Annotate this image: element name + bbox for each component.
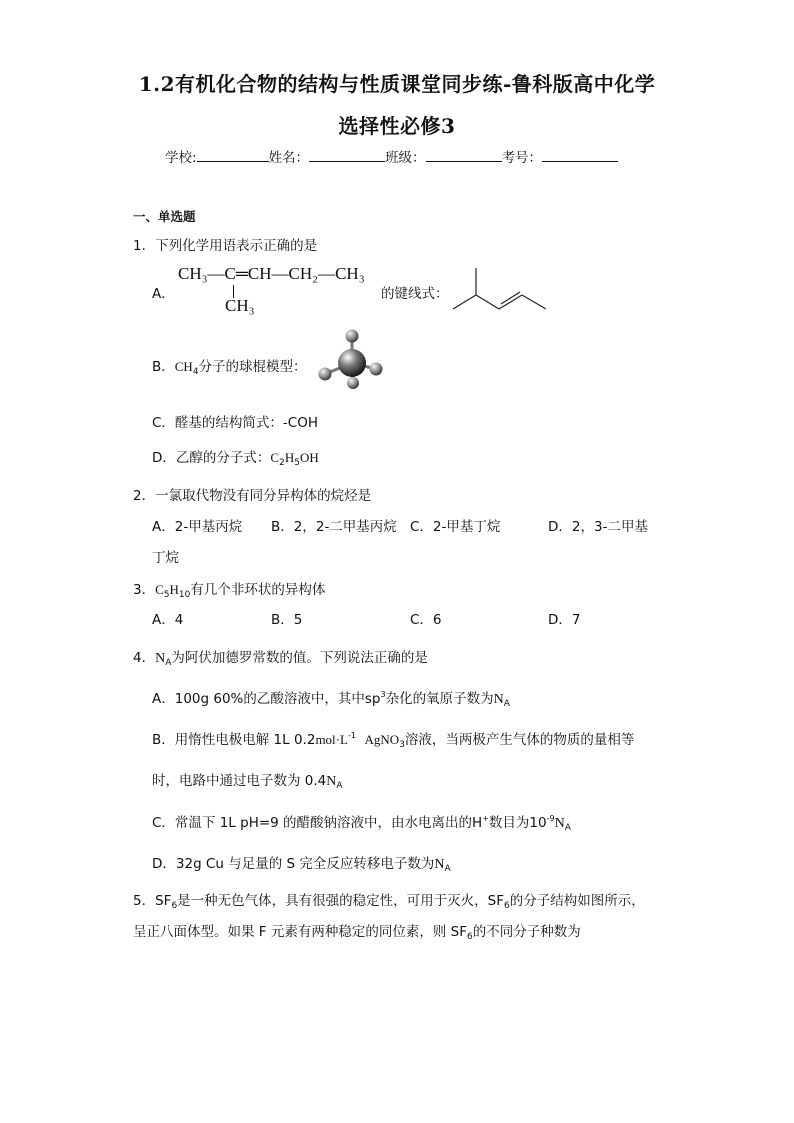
- q2-option-d-continued: 丁烷: [152, 550, 179, 566]
- class-label: 班级：: [385, 150, 426, 166]
- q4-c-sup2: -9: [546, 814, 555, 823]
- q3-option-d: D．7: [548, 612, 581, 628]
- q3-stem: [133, 578, 325, 600]
- q4-option-b-line2: [152, 769, 343, 791]
- q4-b-line2-text: 时，电路中通过电子数为 0.4: [152, 773, 327, 789]
- q1-d-5: 5: [294, 458, 300, 468]
- q4-b-n-sub: A: [336, 781, 343, 791]
- page-title-line1: 1.2有机化合物的结构与性质课堂同步练-鲁科版高中化学: [138, 72, 656, 96]
- q5-line1-text: 是一种无色气体，具有很强的稳定性，可用于灭火，SF: [177, 893, 505, 909]
- q1-option-b: [152, 355, 307, 377]
- q1-d-h: H: [284, 450, 295, 465]
- class-blank[interactable]: [426, 149, 502, 162]
- q4-c-mid: 数目为10: [488, 815, 547, 831]
- q5-sub-6b: 6: [504, 901, 510, 911]
- q5-number-sf: 5．SF: [133, 893, 172, 909]
- q3-stem-text: 有几个非环状的异构体: [190, 582, 326, 598]
- q4-b-unit: mol·L: [315, 732, 348, 747]
- name-label: 姓名：: [268, 150, 310, 166]
- q5-line2: [133, 920, 581, 942]
- q5-line2-text: 呈正八面体型。如果 F 元素有两种稳定的同位素，则 SF: [133, 924, 467, 940]
- q2-option-d: D．2，3-二甲基: [548, 519, 648, 535]
- q4-option-a: [152, 687, 510, 709]
- q4-option-d: [152, 852, 451, 874]
- q4-b-agno: AgNO: [364, 732, 400, 747]
- q1-d-oh: OH: [299, 450, 319, 465]
- q1-option-d: [152, 446, 319, 468]
- q3-c: C: [155, 582, 164, 597]
- q3-h-sub: 10: [178, 590, 191, 600]
- q4-a-n: N: [493, 692, 504, 707]
- q4-c-text: C．常温下 1L pH=9 的醋酸钠溶液中，由水电离出的H: [152, 815, 483, 831]
- q5-sub-6c: 6: [466, 932, 473, 942]
- section-heading: 一、单选题: [133, 209, 196, 224]
- q4-option-c: [152, 811, 571, 833]
- q4-c-sup1: +: [482, 814, 489, 823]
- page-title-line2: 选择性必修3: [338, 114, 456, 138]
- q4-b-agno-sub: 3: [399, 740, 405, 750]
- q4-a-text: A．100g 60%的乙酸溶液中，其中sp: [152, 691, 381, 707]
- q1-b-4: 4: [192, 367, 199, 377]
- q4-a-n-sub: A: [503, 699, 510, 709]
- q1-option-a-label: A．: [152, 286, 175, 302]
- q4-n-sub: A: [165, 658, 172, 668]
- q2-stem: 2．一氯取代物没有同分异构体的烷烃是: [133, 488, 372, 504]
- q4-a-sup: 3: [380, 690, 386, 699]
- school-label: 学校:: [165, 150, 197, 166]
- q4-n: N: [155, 651, 166, 666]
- q3-option-b: B．5: [271, 612, 303, 628]
- q4-d-n-sub: A: [444, 864, 451, 874]
- q4-b-n: N: [326, 774, 337, 789]
- q4-b-unit-sup: -1: [347, 731, 356, 740]
- q4-stem: [133, 646, 428, 668]
- q4-b-text: B．用惰性电极电解 1L 0.2: [152, 732, 316, 748]
- q3-c-sub: 5: [163, 590, 170, 600]
- q3-h: H: [169, 582, 179, 597]
- q4-b-text-post: 溶液，当两极产生气体的物质的量相等: [404, 732, 635, 748]
- q4-c-n: N: [554, 816, 565, 831]
- q3-number: 3．: [133, 582, 156, 598]
- q1-option-a-formula: CH₃—C═CH—CH₂—CH₃: [178, 264, 365, 283]
- q5-line1-post: 的分子结构如图所示，: [509, 893, 645, 909]
- info-fields: [165, 146, 618, 166]
- q4-stem-text: 为阿伏加德罗常数的值。下列说法正确的是: [171, 650, 428, 666]
- exam-number-blank[interactable]: [542, 149, 618, 162]
- q5-line1: [133, 889, 645, 911]
- q1-option-b-text: 分子的球棍模型：: [198, 359, 307, 375]
- name-blank[interactable]: [309, 149, 385, 162]
- q4-d-text: D．32g Cu 与足量的 S 完全反应转移电子数为: [152, 856, 435, 872]
- q5-sub-6a: 6: [171, 901, 178, 911]
- q5-line2-post: 的不同分子种数为: [472, 924, 581, 940]
- q4-option-b-line1: [152, 728, 634, 750]
- q4-a-text-post: 杂化的氧原子数为: [385, 691, 494, 707]
- q1-b-ch: CH: [174, 359, 193, 374]
- q1-option-b-label: B．: [152, 359, 175, 375]
- q1-option-a-branch: CH₃: [225, 296, 255, 315]
- q2-option-b: B．2，2-二甲基丙烷: [271, 519, 397, 535]
- q3-option-c: C．6: [410, 612, 442, 628]
- q4-d-n: N: [434, 857, 445, 872]
- q2-option-a: A．2-甲基丙烷: [152, 519, 243, 535]
- exam-number-label: 考号：: [501, 150, 543, 166]
- school-blank[interactable]: [197, 149, 269, 162]
- q1-stem: 1．下列化学用语表示正确的是: [133, 238, 318, 254]
- q1-option-a-suffix: 的键线式：: [381, 286, 449, 302]
- q4-c-n-sub: A: [564, 823, 571, 833]
- q1-d-c: C: [270, 450, 280, 465]
- ball-stick-model-image: [312, 324, 388, 390]
- q3-option-a: A．4: [152, 612, 184, 628]
- q4-number: 4．: [133, 650, 156, 666]
- q1-option-d-text: D．乙醇的分子式：: [152, 450, 271, 466]
- q2-option-c: C．2-甲基丁烷: [410, 519, 501, 535]
- q1-option-c: C．醛基的结构简式：-COH: [152, 415, 319, 431]
- skeletal-formula-lines: [453, 268, 546, 309]
- q1-d-2: 2: [279, 458, 285, 468]
- skeletal-formula-image: [450, 264, 550, 314]
